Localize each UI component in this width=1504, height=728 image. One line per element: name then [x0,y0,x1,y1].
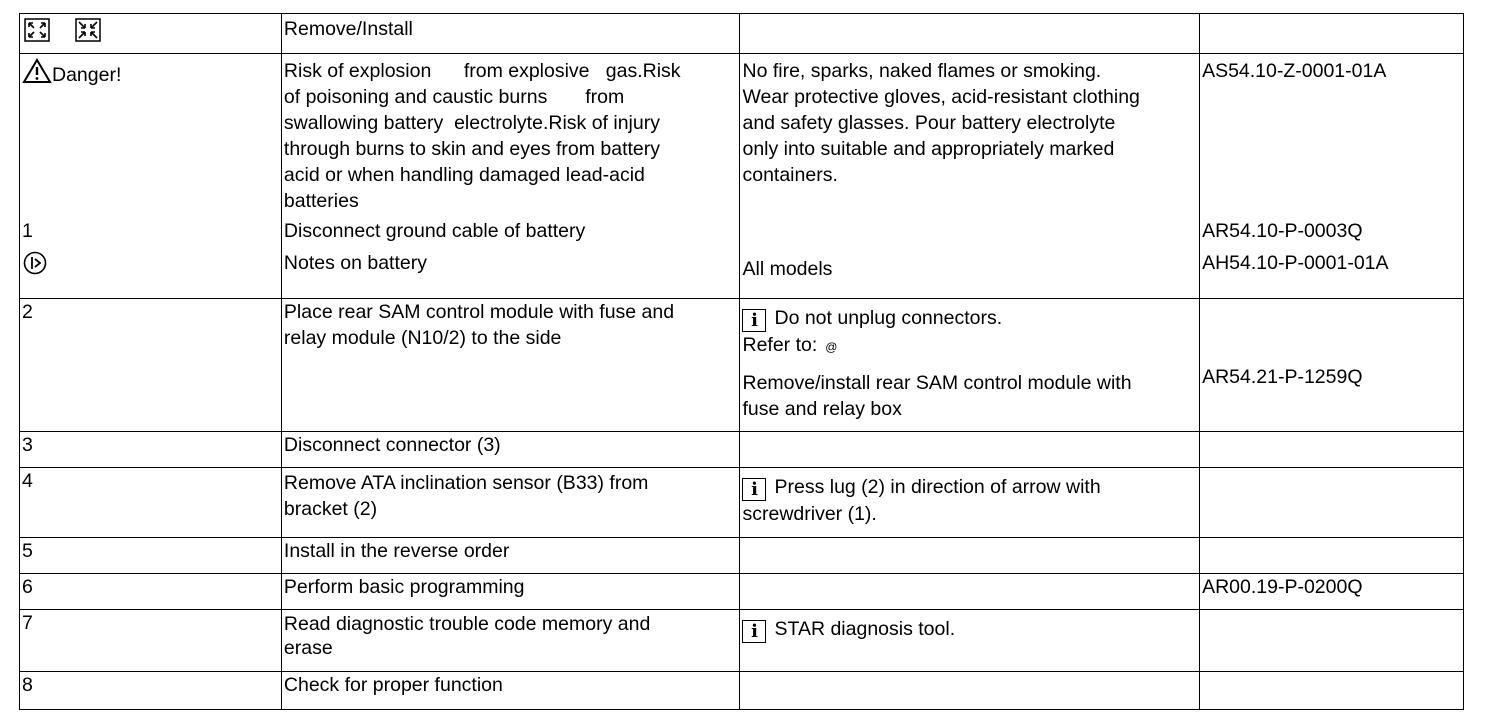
notes-text: Notes on battery [283,252,427,274]
header-empty-3 [740,14,1200,54]
step-info-cell [740,538,1200,574]
step-row-5 [20,538,1464,574]
step-info-cell [740,432,1200,468]
danger-label: Danger! [52,64,122,86]
danger-label-line [22,58,279,88]
info-line: screwdriver (1). [742,503,877,525]
notes-ref-link[interactable]: AH54.10-P-0001-01A [1202,252,1389,274]
step-number-text: 8 [22,674,33,696]
step-text-cell [281,432,740,468]
install-icon [75,18,101,42]
step-text-cell [281,574,740,610]
info-icon: i [742,478,766,501]
header-row [20,14,1464,54]
step-ref-link[interactable]: AR54.21-P-1259Q [1202,366,1363,388]
step1-ref-link[interactable]: AR54.10-P-0003Q [1202,220,1363,242]
step-ref-cell [1200,432,1464,468]
step-info-cell [740,672,1200,710]
step-text-cell [281,468,740,538]
step-number-text: 5 [22,540,33,562]
danger-row [20,54,1464,299]
step-row-4 [20,468,1464,538]
header-empty-4 [1200,14,1464,54]
step-row-7 [20,610,1464,672]
step-number [20,610,282,672]
step-ref-cell [1200,574,1464,610]
risk-line: swallowing battery electrolyte.Risk of injury [283,112,660,134]
step-info-cell [740,299,1200,432]
info-text: Do not unplug connectors. [774,307,1003,329]
step-row-2 [20,299,1464,432]
step-ref-cell [1200,538,1464,574]
warning-triangle-icon [22,58,52,84]
risk-line: acid or when handling damaged lead-acid [283,164,645,186]
notes-icon-line [22,249,279,276]
danger-refs-cell [1200,54,1464,299]
step-text-line: Check for proper function [283,674,503,696]
danger-ref-link[interactable]: AS54.10-Z-0001-01A [1202,60,1387,82]
step-number [20,432,282,468]
step-text-cell [281,538,740,574]
step-text-line: relay module (N10/2) to the side [283,327,562,349]
step-text-line: Install in the reverse order [283,540,510,562]
info-icon: i [742,309,766,332]
measure-line: and safety glasses. Pour battery electrolyte [742,112,1116,134]
step-number-text: 4 [22,470,33,492]
step-number-text: 7 [22,612,33,634]
step1-number: 1 [22,220,33,242]
risk-line: batteries [283,190,359,212]
step-number-text: 3 [22,434,33,456]
notes-clock-icon [22,250,48,276]
step-text-line: Perform basic programming [283,576,525,598]
header-icons-cell [20,14,282,54]
step-info-cell [740,574,1200,610]
step-info-cell [740,468,1200,538]
step-ref-cell [1200,610,1464,672]
refer-link[interactable]: fuse and relay box [742,398,902,420]
step-text-line: bracket (2) [283,498,378,520]
risk-line: of poisoning and caustic burns from [283,86,625,108]
header-title [281,14,740,54]
step-ref-link[interactable]: AR00.19-P-0200Q [1202,576,1363,598]
step-ref-cell [1200,468,1464,538]
measure-line: only into suitable and appropriately marked [742,138,1115,160]
step-text-line: erase [283,637,333,659]
info-line [742,474,1197,501]
refer-link[interactable]: Remove/install rear SAM control module with [742,372,1132,394]
measure-line: containers. [742,164,838,186]
info-icon: i [742,620,766,643]
risk-line: through burns to skin and eyes from battery [283,138,661,160]
notes-models: All models [742,258,833,280]
step-row-3 [20,432,1464,468]
measure-line: No fire, sparks, naked flames or smoking. [742,60,1102,82]
step-text-cell [281,672,740,710]
step1-text: Disconnect ground cable of battery [283,220,586,242]
step-number [20,574,282,610]
step-number [20,468,282,538]
refer-line [742,332,1197,360]
danger-risk-cell [281,54,740,299]
step-row-6 [20,574,1464,610]
step-info-cell [740,610,1200,672]
step-number [20,299,282,432]
step-text-cell [281,299,740,432]
step-row-8 [20,672,1464,710]
refer-label: Refer to: [742,334,818,356]
step-text-cell [281,610,740,672]
step-number-text: 2 [22,301,33,323]
step-number [20,538,282,574]
step-text-line: Remove ATA inclination sensor (B33) from [283,472,649,494]
step-ref-cell [1200,299,1464,432]
step-number-text: 6 [22,576,33,598]
step-text-line: Place rear SAM control module with fuse and [283,301,675,323]
info-text: Press lug (2) in direction of arrow with [774,476,1101,498]
repair-procedure-table [19,13,1464,710]
refer-at-icon: @ [825,340,838,354]
remove-icon [24,18,50,42]
risk-line: Risk of explosion from explosive gas.Risk [283,60,681,82]
step-number [20,672,282,710]
danger-label-cell [20,54,282,299]
step-ref-cell [1200,672,1464,710]
danger-measures-cell [740,54,1200,299]
measure-line: Wear protective gloves, acid-resistant clothing [742,86,1140,108]
step-text-line: Read diagnostic trouble code memory and [283,613,651,635]
header-title-text: Remove/Install [283,18,413,40]
info-line [742,616,1197,643]
info-line [742,305,1197,332]
info-text: STAR diagnosis tool. [774,618,956,640]
step-text-line: Disconnect connector (3) [283,434,501,456]
